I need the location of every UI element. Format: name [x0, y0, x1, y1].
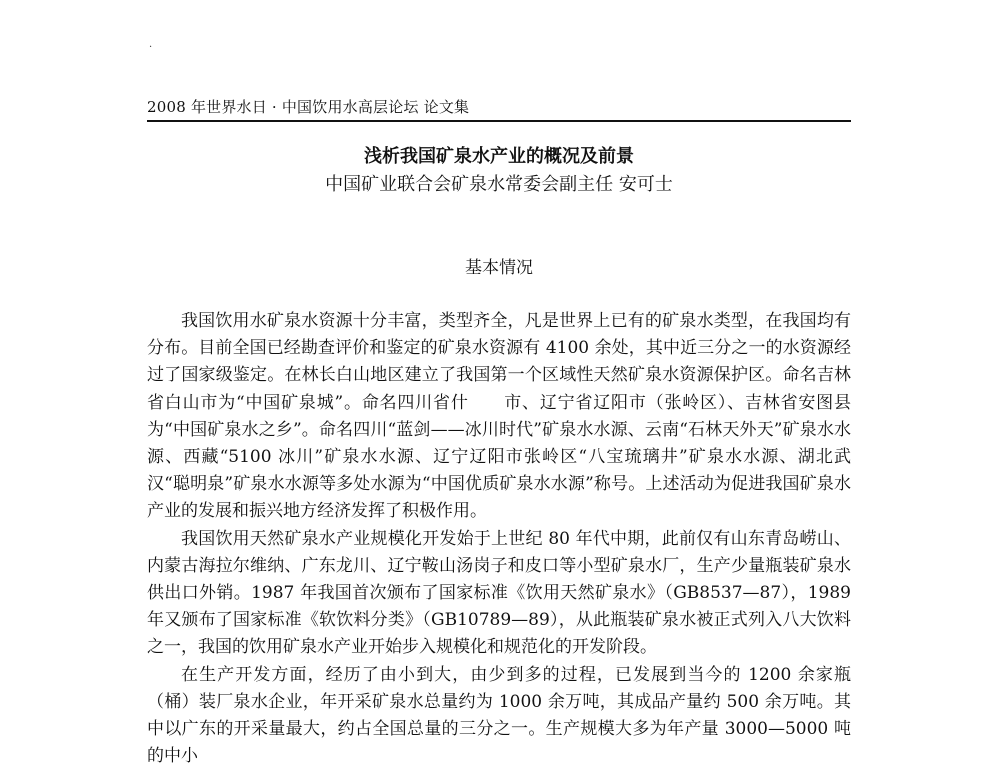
- corner-dot-mark: ·: [149, 42, 153, 53]
- running-head: 2008 年世界水日 · 中国饮用水高层论坛 论文集: [147, 98, 470, 116]
- paragraph-2: 我国饮用天然矿泉水产业规模化开发始于上世纪 80 年代中期，此前仅有山东青岛崂山、内蒙古海拉尔维纳、广东龙川、辽宁鞍山汤岗子和皮口等小型矿泉水厂，生产少量瓶装矿泉水供出口外销。1987 年我国首次颁布了国家标准《饮用天然矿泉水》（GB8537—87），1989 年又颁布了国家标准《软饮料分类》（GB10789—89），从此瓶装矿泉水被正式列入八大饮料之一，我国的饮用矿泉水产业开始步入规模化和规范化的开发阶段。: [147, 528, 851, 658]
- article-body: [147, 308, 851, 770]
- paragraph-3: 在生产开发方面，经历了由小到大，由少到多的过程，已发展到当今的 1200 余家瓶（桶）装厂泉水企业，年开采矿泉水总量约为 1000 余万吨，其成品产量约 500 余万吨。其中以广东的开采量最大，约占全国总量的三分之一。生产规模大多为年产量 3000—5000 吨的中小: [147, 664, 851, 767]
- article-title: 浅析我国矿泉水产业的概况及前景: [364, 146, 634, 167]
- section-heading: 基本情况: [465, 258, 533, 278]
- paragraph-1: 我国饮用水矿泉水资源十分丰富，类型齐全，凡是世界上已有的矿泉水类型，在我国均有分布。目前全国已经勘查评价和鉴定的矿泉水资源有 4100 余处，其中近三分之一的水资源经过了国家级鉴定。在林长白山地区建立了我国第一个区域性天然矿泉水资源保护区。命名吉林省白山市为“中国矿泉城”。命名四川省什 市、辽宁省辽阳市（张岭区）、吉林省安图县为“中国矿泉水之乡”。命名四川“蓝剑——冰川时代”矿泉水水源、云南“石林天外天”矿泉水水源、西藏“5100 冰川”矿泉水水源、辽宁辽阳市张岭区“八宝琉璃井”矿泉水水源、湖北武汉“聪明泉”矿泉水水源等多处水源为“中国优质矿泉水水源”称号。上述活动为促进我国矿泉水产业的发展和振兴地方经济发挥了积极作用。: [147, 311, 851, 522]
- header-rule: [147, 120, 851, 122]
- author-line: 中国矿业联合会矿泉水常委会副主任 安可士: [325, 174, 673, 195]
